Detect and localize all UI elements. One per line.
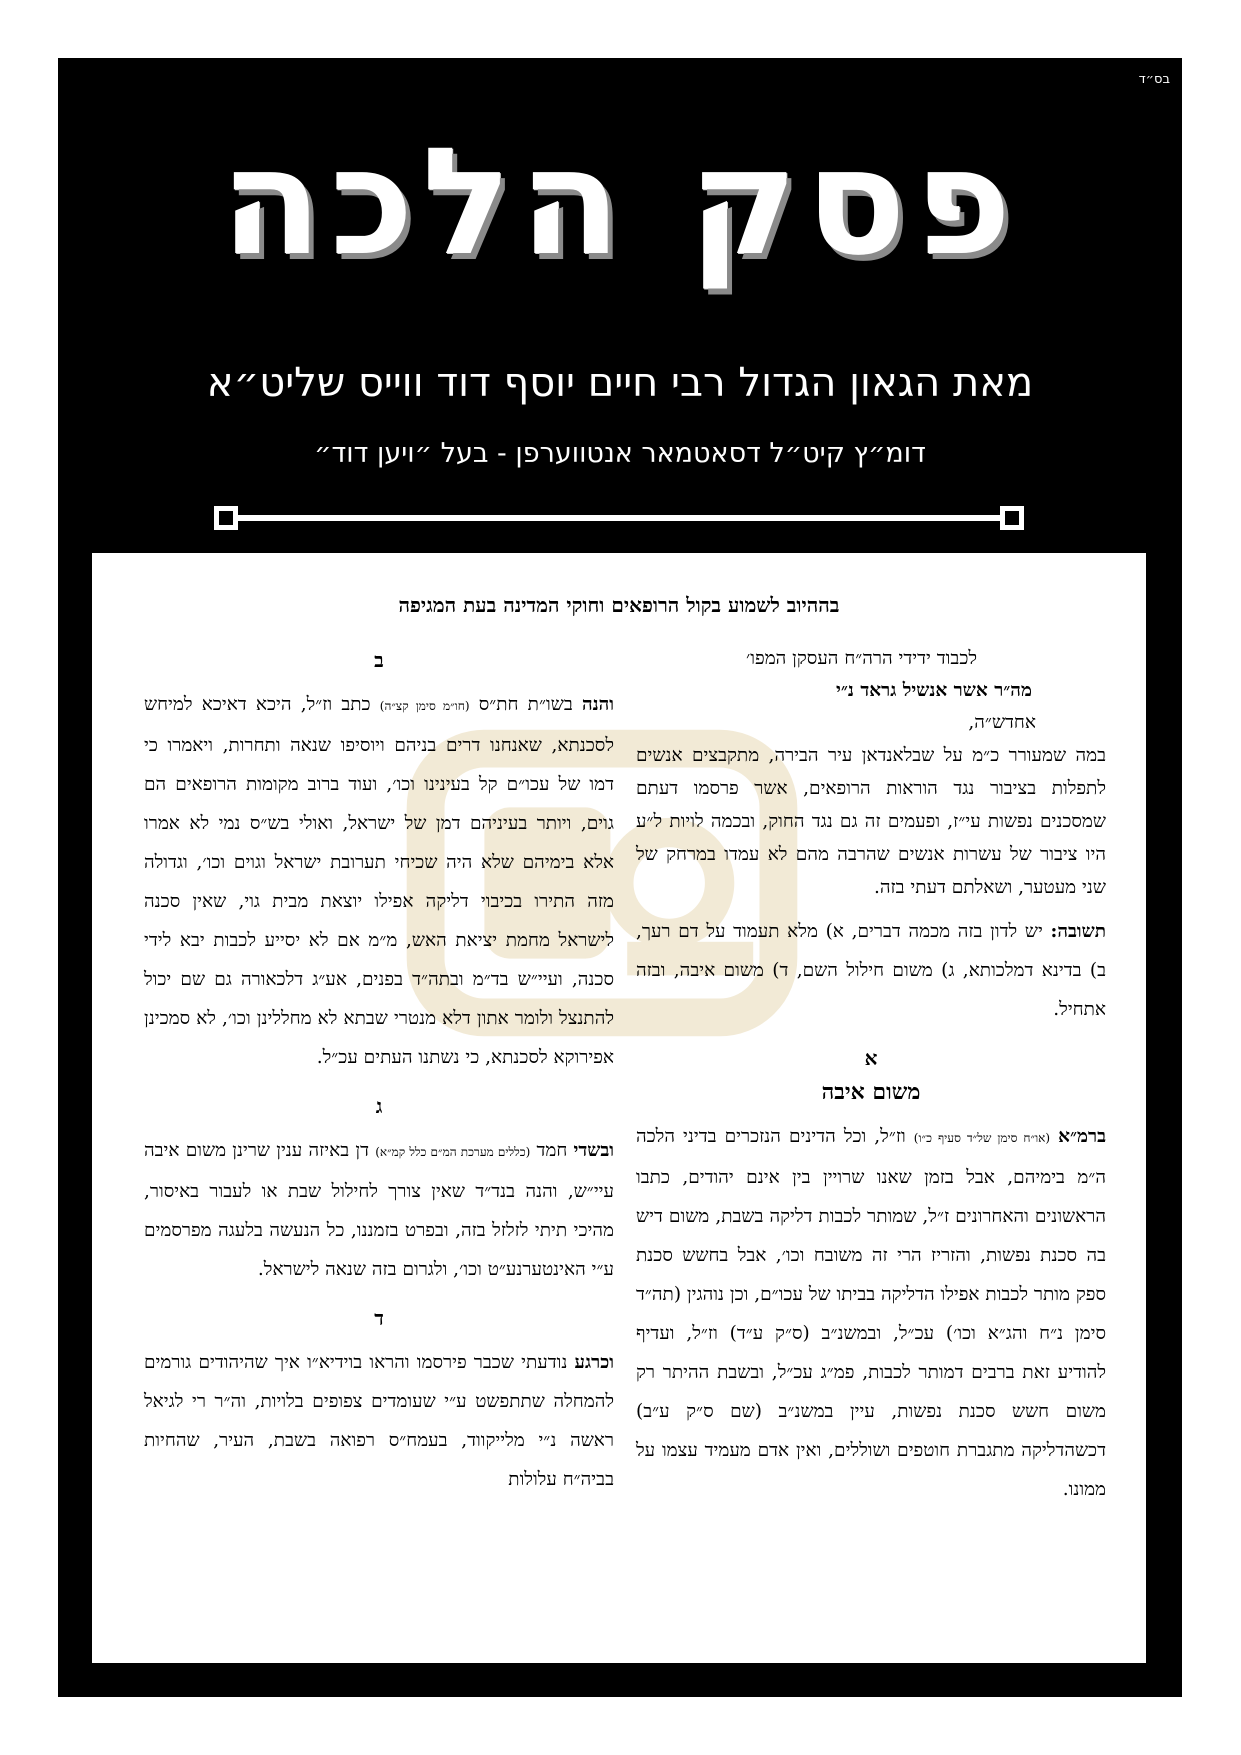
content-panel xyxy=(92,553,1146,1663)
section-b-pre: בשו״ת חת״ס xyxy=(478,694,573,715)
section-b-ref: (חו״מ סימן קצ״ה) xyxy=(379,699,470,713)
section-d-letter: ד xyxy=(374,1306,384,1330)
section-c-lead: ובשדי xyxy=(573,1140,615,1161)
page-frame xyxy=(58,58,1182,1697)
section-c-pre: חמד xyxy=(536,1140,568,1161)
section-c-letter: ג xyxy=(375,1094,383,1118)
author-line: מאת הגאון הגדול רבי חיים יוסף דוד ווייס שליט״א xyxy=(206,360,1034,406)
section-b-text: כתב וז״ל, היכא דאיכא למיחש לסכנתא, שאנחנו דרים בניהם ויוסיפו שנאה ותחרות, ויאמרו כי דמו של עכו״ם קל בעינינו וכו׳, ועוד ברוב מקומות הרופאים הם גוים, ויותר בעיניהם דמן של ישראל, ואולי בש״ס נמי לא אמרו אלא בימיהם שלא היה שכיחי תערובת ישראל וגוים וכו׳, וגדולה מזה התירו בכיבוי דליקה אפילו יוצאת מבית גוי, שאין סכנה לישראל מחמת יציאת האש, מ״מ אם לא יסייע לכבות יבא לידי סכנה, ועיי״ש בד״מ ובתה״ד בפנים, אע״ג דלכאורה גם שם יכול להתנצל ולומר אתון דלא מנטרי שבתא לא מחללינן וכו׳, לא סמכינן אפירוקא לסכנתא, כי נשתנו העתים עכ״ל. xyxy=(144,694,614,1068)
section-d-lead: וכרגע xyxy=(574,1352,614,1373)
left-column xyxy=(144,643,614,1507)
section-a-paragraph xyxy=(636,1117,1106,1509)
salutation: אחדש״ה, xyxy=(968,712,1036,733)
section-a-text: וז״ל, וכל הדינים הנזכרים בדיני הלכה ה״מ בימיהם, אבל בזמן שאנו שרויין בין אינם יהודים, כתבו הראשונים והאחרונים ז״ל, שמותר לכבות דליקה בשבת, משום דיש בה סכנת נפשות, והזריז הרי זה משובח וכו׳, אבל בחשש סכנת ספק מותר לכבות אפילו הדליקה בביתו של עכו״ם, וכן נוהגין (תה״ד סימן נ״ח והג״א וכו׳) עכ״ל, ובמשנ״ב (ס״ק ע״ד) וז״ל, ועדיף להודיע זאת ברבים דמותר לכבות, פמ״ג עכ״ל, ובשבת ההיתר רק משום חשש סכנת נפשות, עיין במשנ״ב (שם ס״ק ע״ב) דכשהדליקה מתגברת חוטפים ושוללים, ואין אדם מעמיד עצמו על ממונו. xyxy=(635,1126,1106,1500)
greeting xyxy=(636,643,1106,707)
section-a-letter: א xyxy=(864,1046,878,1070)
greeting-line-2: מה״ר אשר אנשיל גראד נ״י xyxy=(836,680,1032,701)
question-paragraph: במה שמעורר כ״מ על שבלאנדאן עיר הבירה, מתקבצים אנשים לתפלות בציבור נגד הוראות הרופאים, אשר פרסמו דעתם שמסכנים נפשות עי״ז, ופעמים זה גם נגד החוק, ובכמה לויות ל״ע היו ציבור של עשרות אנשים שהרבה מהם לא עמדו במרחק של שני מעטער, ושאלתם דעתי בזה. xyxy=(636,745,1106,898)
section-c-text: דן באיזה ענין שרינן משום איבה עיי״ש, והנה בנד״ד שאין צורך לחילול שבת או לעבור באיסור, מהיכי תיתי לזלזל בזה, ובפרט בזמננו, כל הנעשה בלעגה מפרסמים ע״י האינטערנע״ט וכו׳, ולגרום בזה שנאה לישראל. xyxy=(144,1140,614,1280)
title-divider xyxy=(226,515,1012,521)
answer-text: יש לדון בזה מכמה דברים, א) מלא תעמוד על דם רעך, ב) בדינא דמלכותא, ג) משום חילול השם, ד) משום איבה, ובזה אתחיל. xyxy=(636,921,1106,1020)
section-a-ref: (או״ח סימן של״ד סעיף כ״ו) xyxy=(913,1131,1051,1145)
document-heading: בההיוב לשמוע בקול הרופאים וחוקי המדינה בעת המגיפה xyxy=(398,593,840,617)
bsd-mark: בס״ד xyxy=(1138,72,1170,87)
answer-label: תשובה: xyxy=(1050,921,1106,942)
section-a-lead: ברמ״א xyxy=(1058,1126,1106,1147)
section-c-ref: (כללים מערכת המ״ם כלל קמ״א) xyxy=(375,1145,531,1159)
greeting-line-1: לכבוד ידידי הרה״ח העסקן המפו׳ xyxy=(746,648,978,669)
section-a-title: משום איבה xyxy=(821,1079,921,1105)
main-title: פסק הלכה xyxy=(220,116,1020,288)
section-b-letter: ב xyxy=(374,648,384,672)
right-column xyxy=(636,643,1106,1517)
section-b-lead: והנה xyxy=(581,694,614,715)
section-c-paragraph xyxy=(144,1131,614,1289)
section-d-text: נודעתי שכבר פירסמו והראו בוידיא״ו איך שהיהודים גורמים להמחלה שתתפשט ע״י שעומדים צפופים בלויות, וה״ר רי לגיאל ראשה נ״י מלייקווד, בעמח״ס רפואה בשבת, העיר, שהחיות בביה״ח עלולות xyxy=(144,1352,614,1490)
answer-paragraph xyxy=(636,912,1106,1029)
author-subtitle: דומ״ץ קיט״ל דסאטמאר אנטווערפן - בעל ״ויען דוד״ xyxy=(314,438,926,469)
section-d-paragraph xyxy=(144,1343,614,1499)
section-b-paragraph xyxy=(144,685,614,1077)
